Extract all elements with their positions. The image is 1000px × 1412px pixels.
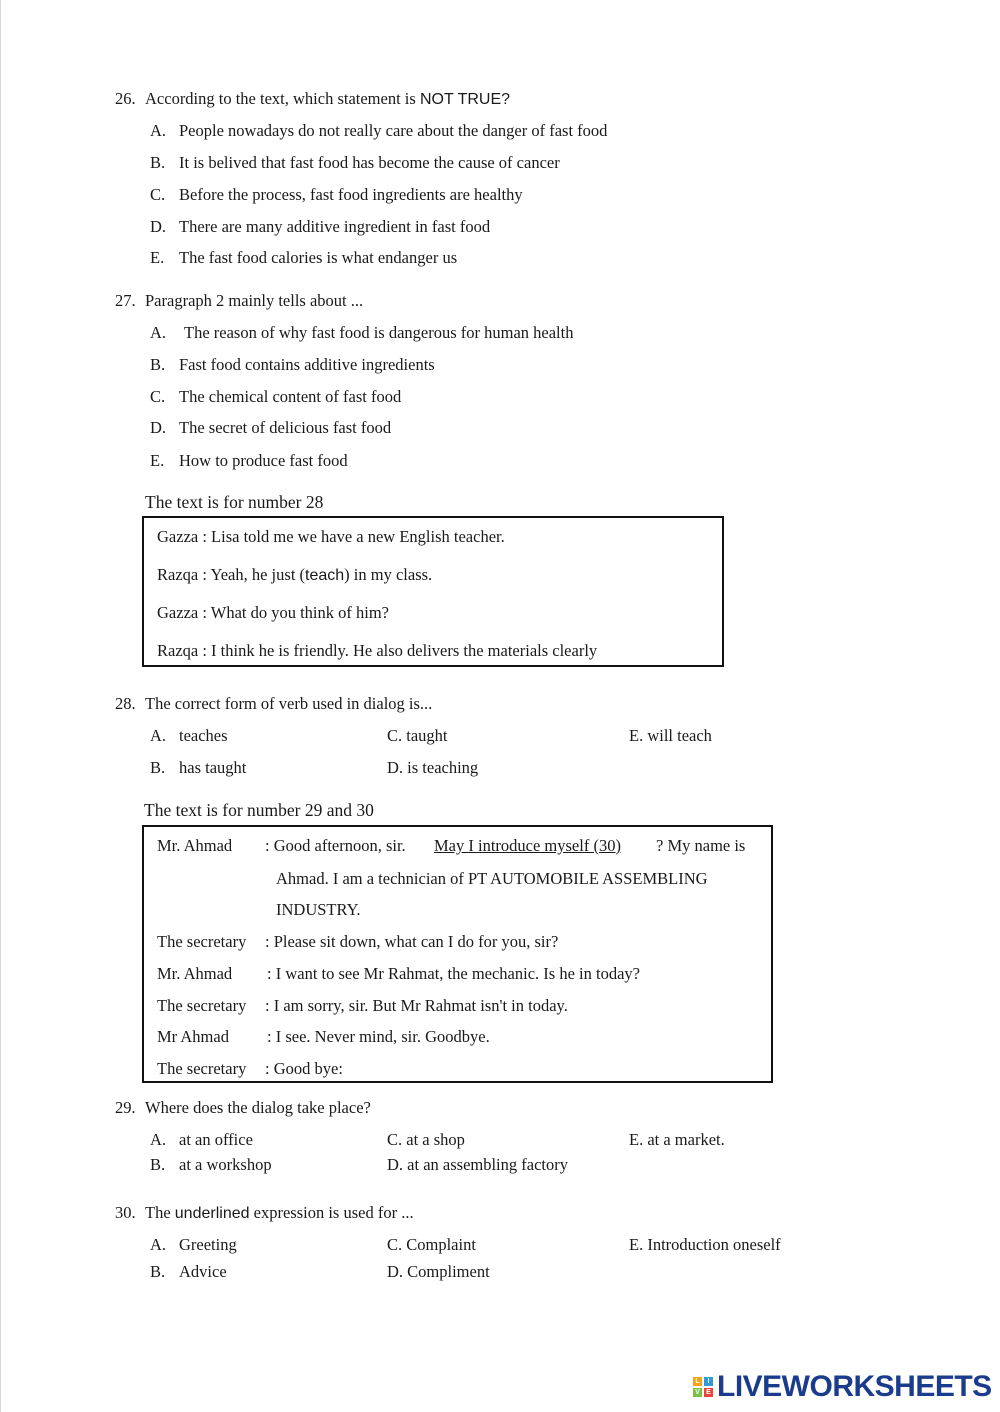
- dialog-line: Gazza : Lisa told me we have a new English teacher.: [157, 527, 505, 546]
- question-emphasis: underlined: [174, 1205, 250, 1222]
- logo-icon: [693, 1377, 713, 1397]
- dialog-line: Gazza : What do you think of him?: [157, 603, 390, 622]
- option-d: D. Compliment: [387, 1262, 490, 1281]
- option-letter: B.: [150, 758, 166, 777]
- logo-cell: E: [704, 1388, 713, 1397]
- option-text: How to produce fast food: [179, 451, 348, 470]
- option-text: The chemical content of fast food: [179, 387, 402, 406]
- option-c: C. Complaint: [387, 1235, 476, 1254]
- speaker: The secretary: [157, 996, 247, 1015]
- option-letter: C.: [150, 387, 166, 406]
- question-text: According to the text, which statement is NOT TRUE?: [145, 89, 511, 108]
- option-e: E. will teach: [629, 726, 712, 745]
- question-number: 28.: [115, 694, 136, 713]
- speaker: The secretary: [157, 1059, 247, 1078]
- speaker: Mr. Ahmad: [157, 836, 233, 855]
- option-letter: D.: [150, 418, 167, 437]
- text-intro-28: The text is for number 28: [145, 492, 324, 512]
- option-text: teaches: [179, 726, 228, 745]
- question-emphasis: NOT TRUE?: [419, 91, 511, 108]
- option-e: E. Introduction oneself: [629, 1235, 781, 1254]
- dialog-text: ? My name is: [656, 836, 746, 855]
- dialog-text: : I am sorry, sir. But Mr Rahmat isn't in today.: [265, 996, 568, 1015]
- dialog-box-28: [142, 516, 724, 667]
- logo-cell: L: [693, 1377, 702, 1386]
- option-letter: B.: [150, 355, 166, 374]
- dialog-text: : I see. Never mind, sir. Goodbye.: [267, 1027, 490, 1046]
- option-text: at a workshop: [179, 1155, 272, 1174]
- question-text: Where does the dialog take place?: [145, 1098, 371, 1117]
- dialog-text: INDUSTRY.: [276, 900, 361, 919]
- question-number: 29.: [115, 1098, 136, 1117]
- option-text: Advice: [179, 1262, 227, 1281]
- option-text: It is belived that fast food has become the cause of cancer: [179, 153, 560, 172]
- option-letter: B.: [150, 1262, 166, 1281]
- option-e: E. at a market.: [629, 1130, 725, 1149]
- option-letter: A.: [150, 121, 167, 140]
- option-letter: C.: [150, 185, 166, 204]
- option-text: Fast food contains additive ingredients: [179, 355, 435, 374]
- page-edge-line: [0, 0, 1, 1412]
- option-text: The fast food calories is what endanger us: [179, 248, 458, 267]
- underlined-expression: May I introduce myself (30): [434, 836, 621, 855]
- speaker: The secretary: [157, 932, 247, 951]
- option-text: The secret of delicious fast food: [179, 418, 392, 437]
- question-number: 26.: [115, 89, 136, 108]
- option-letter: A.: [150, 323, 167, 342]
- question-text: The correct form of verb used in dialog is...: [145, 694, 433, 713]
- option-c: C. taught: [387, 726, 448, 745]
- logo-text: LIVEWORKSHEETS: [717, 1370, 992, 1403]
- dialog-text: Ahmad. I am a technician of PT AUTOMOBILE ASSEMBLING: [276, 869, 708, 888]
- option-letter: B.: [150, 153, 166, 172]
- option-d: D. is teaching: [387, 758, 479, 777]
- option-text: Greeting: [179, 1235, 237, 1254]
- option-letter: E.: [150, 451, 165, 470]
- dialog-text: : Please sit down, what can I do for you, sir?: [265, 932, 559, 951]
- option-c: C. at a shop: [387, 1130, 465, 1149]
- dialog-line: Razqa : Yeah, he just (teach) in my class.: [157, 565, 433, 584]
- text-intro-29-30: The text is for number 29 and 30: [144, 800, 374, 820]
- option-text: has taught: [179, 758, 247, 777]
- dialog-text: : I want to see Mr Rahmat, the mechanic. Is he in today?: [267, 964, 640, 983]
- verb-in-brackets: teach: [305, 567, 345, 584]
- question-number: 30.: [115, 1203, 136, 1222]
- option-letter: A.: [150, 726, 167, 745]
- option-text: The reason of why fast food is dangerous for human health: [184, 323, 574, 342]
- option-text: People nowadays do not really care about the danger of fast food: [179, 121, 608, 140]
- question-text: The underlined expression is used for ...: [145, 1203, 414, 1222]
- dialog-text: : Good afternoon, sir.: [265, 836, 406, 855]
- speaker: Mr Ahmad: [157, 1027, 229, 1046]
- option-letter: A.: [150, 1235, 167, 1254]
- logo-cell: I: [704, 1377, 713, 1386]
- option-letter: E.: [150, 248, 165, 267]
- speaker: Mr. Ahmad: [157, 964, 233, 983]
- option-text: Before the process, fast food ingredients are healthy: [179, 185, 523, 204]
- option-letter: A.: [150, 1130, 167, 1149]
- option-text: at an office: [179, 1130, 253, 1149]
- option-text: There are many additive ingredient in fast food: [179, 217, 491, 236]
- option-d: D. at an assembling factory: [387, 1155, 568, 1174]
- dialog-line: Razqa : I think he is friendly. He also delivers the materials clearly: [157, 641, 598, 660]
- question-number: 27.: [115, 291, 136, 310]
- dialog-text: : Good bye:: [265, 1059, 343, 1078]
- logo-cell: V: [693, 1388, 702, 1397]
- dialog-box-29-30: [142, 825, 773, 1083]
- liveworksheets-logo[interactable]: [693, 1370, 992, 1404]
- question-text: Paragraph 2 mainly tells about ...: [145, 291, 364, 310]
- option-letter: B.: [150, 1155, 166, 1174]
- option-letter: D.: [150, 217, 167, 236]
